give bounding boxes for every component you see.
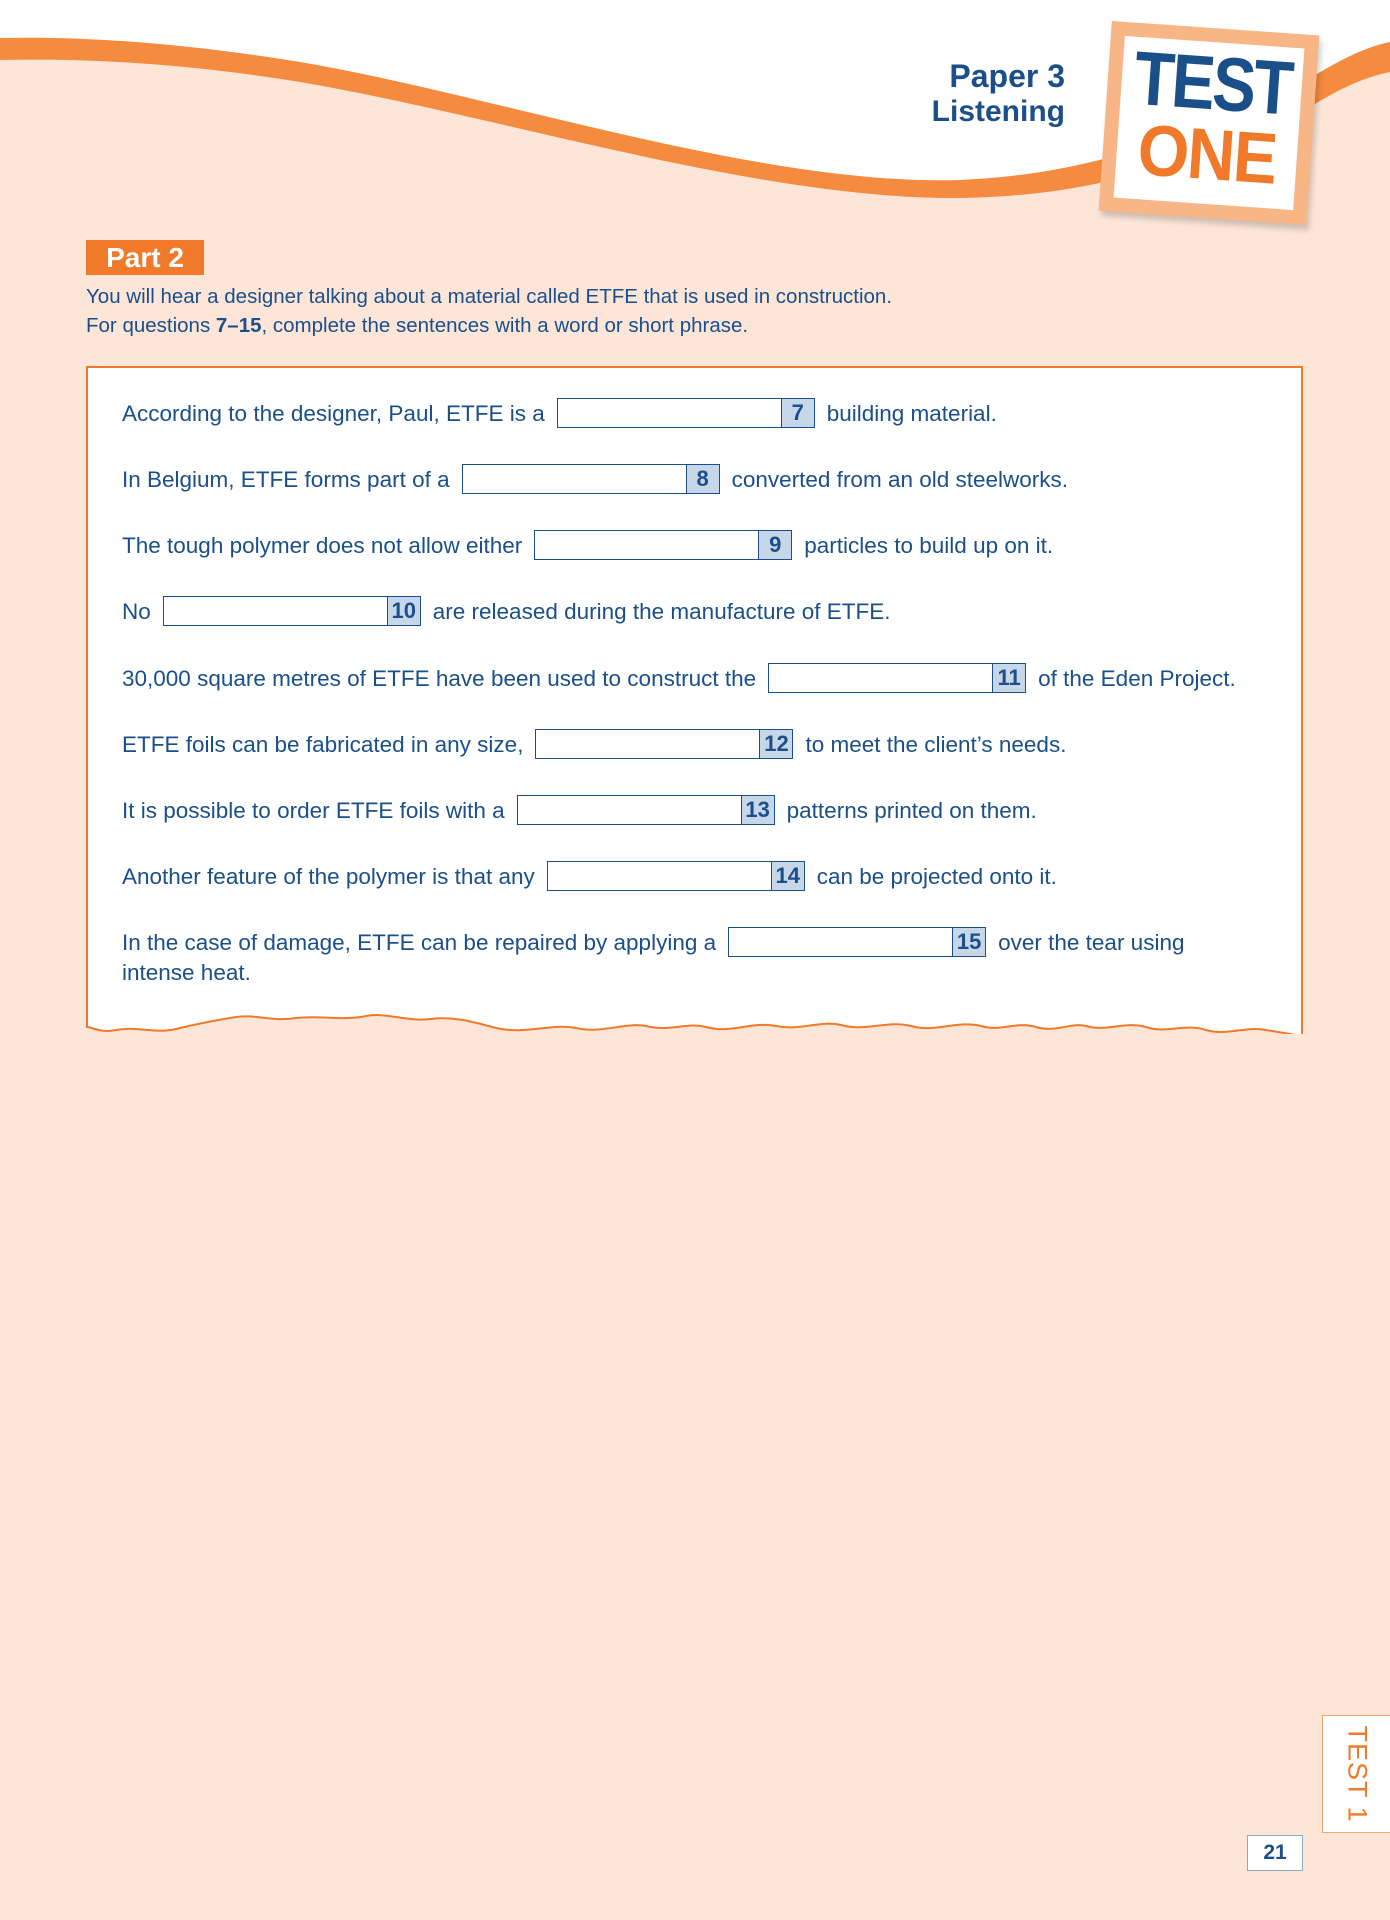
paper-label: Paper 3	[949, 58, 1065, 94]
question-number-7: 7	[781, 398, 815, 428]
instructions	[86, 282, 892, 340]
question-10-continuation: are released during the manufacture of ETFE.	[432, 599, 891, 624]
question-7	[122, 399, 997, 429]
question-number-12: 12	[759, 729, 793, 759]
question-number-8: 8	[686, 464, 720, 494]
question-11	[122, 664, 1236, 694]
answer-box-8[interactable]	[462, 464, 720, 494]
question-8	[122, 465, 1068, 495]
question-15-prompt: In the case of damage, ETFE can be repaired by applying a	[122, 930, 717, 955]
question-12	[122, 730, 1066, 760]
question-number-11: 11	[992, 663, 1026, 693]
question-7-continuation: building material.	[826, 401, 997, 426]
question-11-continuation: of the Eden Project.	[1038, 666, 1236, 691]
side-tab-label: TEST 1	[1342, 1725, 1372, 1823]
instruction-line-1: You will hear a designer talking about a material called ETFE that is used in construction.	[86, 285, 893, 308]
question-15	[122, 928, 1184, 988]
answer-box-14[interactable]	[547, 861, 805, 891]
answer-box-13[interactable]	[517, 795, 775, 825]
answer-box-9[interactable]	[534, 530, 792, 560]
test-one-badge	[1099, 21, 1320, 225]
badge-word-one: ONE	[1135, 110, 1279, 200]
question-range: 7–15	[215, 314, 262, 337]
instruction-line-2	[86, 311, 892, 340]
question-7-prompt: According to the designer, Paul, ETFE is a	[122, 401, 545, 426]
badge-card	[1114, 36, 1305, 210]
question-13	[122, 796, 1037, 826]
section-label: Listening	[931, 94, 1065, 128]
question-number-14: 14	[771, 861, 805, 891]
question-13-prompt: It is possible to order ETFE foils with a	[122, 798, 505, 823]
question-14-prompt: Another feature of the polymer is that any	[122, 864, 535, 889]
part-label: Part 2	[86, 240, 204, 275]
answer-box-10[interactable]	[163, 596, 421, 626]
badge-word-test: TEST	[1131, 35, 1294, 132]
question-10	[122, 597, 891, 627]
question-12-prompt: ETFE foils can be fabricated in any size,	[122, 732, 524, 757]
question-14	[122, 862, 1057, 892]
answer-box-15[interactable]	[728, 927, 986, 957]
question-12-continuation: to meet the client’s needs.	[805, 732, 1067, 757]
question-8-continuation: converted from an old steelworks.	[731, 467, 1069, 492]
answer-box-12[interactable]	[535, 729, 793, 759]
question-9-continuation: particles to build up on it.	[804, 533, 1054, 558]
question-15-wrap: intense heat.	[122, 960, 251, 985]
answer-box-11[interactable]	[768, 663, 1026, 693]
questions-panel	[86, 366, 1303, 1034]
question-number-9: 9	[758, 530, 792, 560]
question-14-continuation: can be projected onto it.	[816, 864, 1057, 889]
instruction-line-2-end: , complete the sentences with a word or short phrase.	[261, 314, 749, 337]
question-10-prompt: No	[122, 599, 151, 624]
question-number-13: 13	[741, 795, 775, 825]
question-number-10: 10	[387, 596, 421, 626]
question-9-prompt: The tough polymer does not allow either	[122, 533, 523, 558]
paper-title	[932, 58, 1065, 129]
question-11-prompt: 30,000 square metres of ETFE have been used to construct the	[122, 666, 757, 691]
question-8-prompt: In Belgium, ETFE forms part of a	[122, 467, 450, 492]
page-number: 21	[1247, 1835, 1303, 1871]
side-tab	[1322, 1715, 1390, 1833]
question-13-continuation: patterns printed on them.	[786, 798, 1037, 823]
question-9	[122, 531, 1053, 561]
instruction-line-2-start: For questions	[86, 314, 216, 337]
question-15-continuation: over the tear using	[998, 930, 1185, 955]
question-number-15: 15	[952, 927, 986, 957]
answer-box-7[interactable]	[557, 398, 815, 428]
